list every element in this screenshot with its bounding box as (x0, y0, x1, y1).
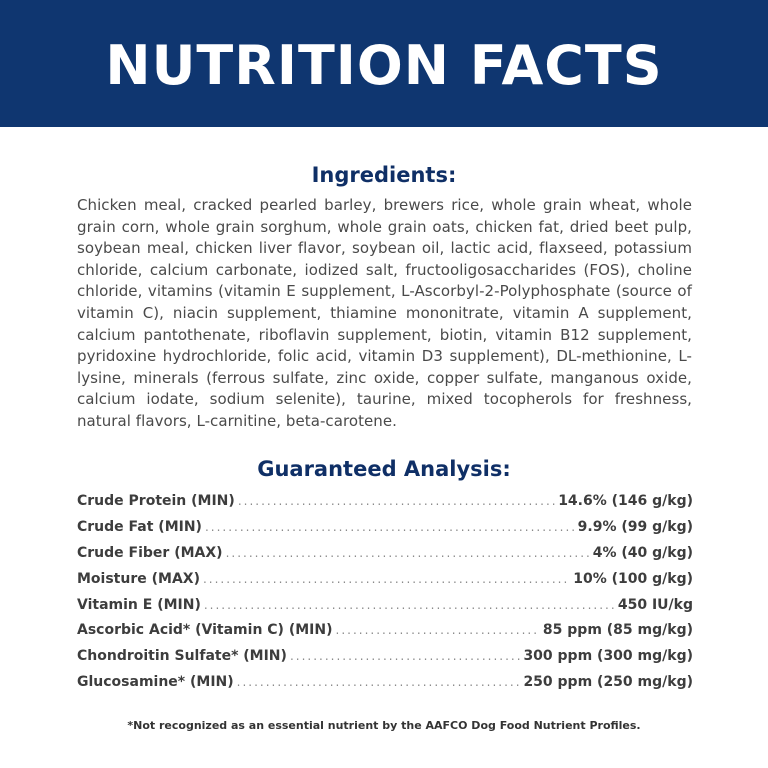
header-banner (0, 0, 768, 127)
analysis-value: 450 IU/kg (617, 596, 693, 613)
analysis-row-moisture (77, 571, 693, 597)
page-title: NUTRITION FACTS (105, 34, 663, 97)
footnote: *Not recognized as an essential nutrient by the AAFCO Dog Food Nutrient Profiles. (127, 719, 641, 732)
analysis-label: Crude Protein (MIN) (77, 493, 235, 509)
analysis-row-chondroitin-sulfate (77, 648, 693, 674)
dot-leader (336, 623, 540, 637)
dot-leader (290, 649, 521, 663)
analysis-label: Crude Fat (MIN) (77, 518, 202, 535)
analysis-row-crude-fat (77, 519, 693, 545)
ingredients-text: Chicken meal, cracked pearled barley, brewers rice, whole grain wheat, whole grain corn, whole grain sorghum, whole grain oats, chicken fat, dried beet pulp, soybean meal, chicken liver flavor, soybean oil, lactic acid, flaxseed, potassium chloride, calcium carbonate, iodized salt, fructooligosaccharides (FOS), choline chloride, vitamins (vitamin E supplement, L-Ascorbyl-2-Polyphosphate (source of vitamin C), niacin supplement, thiamine mononitrate, vitamin A supplement, calcium pantothenate, riboflavin supplement, biotin, vitamin B12 supplement, pyridoxine hydrochloride, folic acid, vitamin D3 supplement), DL-methionine, L-lysine, minerals (ferrous sulfate, zinc oxide, copper sulfate, manganous oxide, calcium iodate, sodium selenite), taurine, mixed tocopherols for freshness, natural flavors, L-carnitine, beta-carotene. (77, 196, 692, 430)
analysis-label: Crude Fiber (MAX) (77, 544, 223, 561)
analysis-value: 14.6% (146 g/kg) (558, 493, 693, 509)
guaranteed-analysis-table (77, 493, 693, 700)
analysis-label: Glucosamine* (MIN) (77, 674, 234, 691)
analysis-label: Vitamin E (MIN) (77, 596, 201, 613)
analysis-row-vitamin-e (77, 597, 693, 623)
analysis-value: 300 ppm (300 mg/kg) (523, 648, 693, 665)
dot-leader (205, 520, 575, 534)
analysis-row-ascorbic-acid (77, 622, 693, 648)
analysis-value: 9.9% (99 g/kg) (577, 518, 693, 535)
dot-leader (238, 494, 555, 508)
analysis-row-glucosamine (77, 674, 693, 700)
analysis-value: 85 ppm (85 mg/kg) (542, 622, 693, 639)
analysis-value: 4% (40 g/kg) (592, 544, 693, 561)
analysis-label: Moisture (MAX) (77, 570, 200, 587)
analysis-row-crude-fiber (77, 545, 693, 571)
analysis-row-crude-protein (77, 493, 693, 519)
analysis-value: 250 ppm (250 mg/kg) (523, 674, 693, 691)
dot-leader (203, 572, 570, 586)
ingredients-heading: Ingredients: (311, 163, 457, 187)
dot-leader (226, 546, 590, 560)
guaranteed-analysis-heading: Guaranteed Analysis: (257, 457, 511, 481)
analysis-label: Chondroitin Sulfate* (MIN) (77, 648, 287, 665)
analysis-value: 10% (100 g/kg) (573, 570, 693, 587)
dot-leader (204, 598, 615, 612)
dot-leader (237, 675, 521, 689)
analysis-label: Ascorbic Acid* (Vitamin C) (MIN) (77, 622, 333, 639)
